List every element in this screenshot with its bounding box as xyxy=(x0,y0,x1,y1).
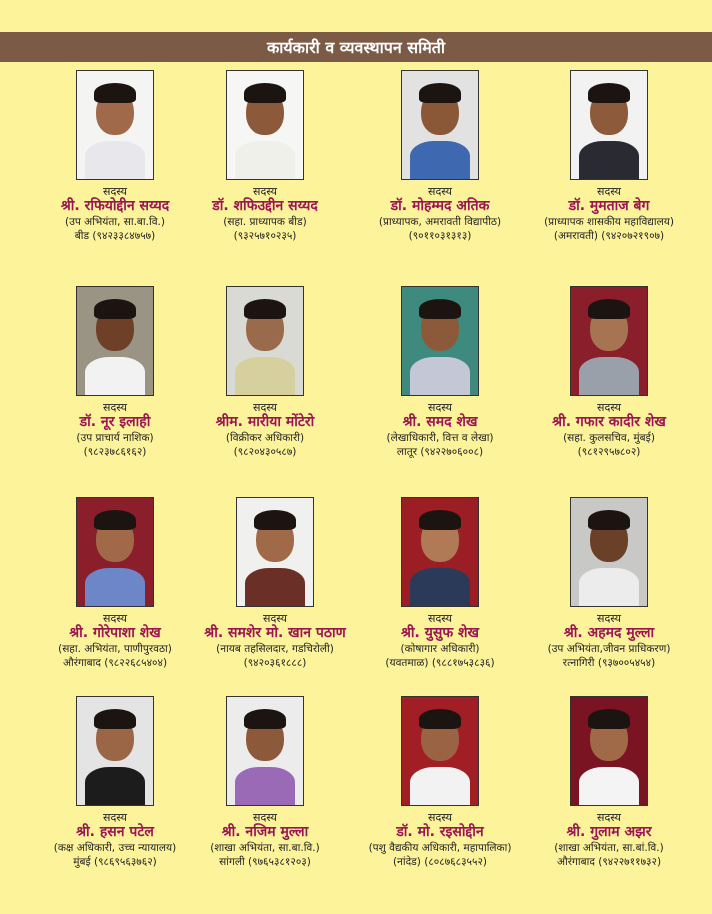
member-card xyxy=(520,696,698,869)
member-contact: सांगली (९७६५३८१२०३) xyxy=(219,856,311,868)
member-card xyxy=(176,696,354,869)
member-contact: लातूर (९४२२७०६००८) xyxy=(396,446,484,458)
member-role: सदस्य xyxy=(597,185,621,198)
member-designation: (सहा. अभियंता, पाणीपुरवठा) xyxy=(58,643,172,655)
photo-hair xyxy=(588,299,630,319)
member-designation: (कोषागार अधिकारी) xyxy=(400,643,480,655)
member-contact: (९८१२९५७८०२) xyxy=(577,446,641,458)
member-role: सदस्य xyxy=(428,401,452,414)
photo-hair xyxy=(419,510,461,530)
photo-body xyxy=(410,357,470,395)
member-photo xyxy=(226,696,304,806)
member-name: डॉ. मोहम्मद अतिक xyxy=(390,198,490,214)
photo-hair xyxy=(94,510,136,530)
member-contact: (नांदेड) (८०८७६८३५५२) xyxy=(392,856,488,868)
member-role: सदस्य xyxy=(428,185,452,198)
member-role: सदस्य xyxy=(428,612,452,625)
member-card xyxy=(520,497,698,670)
member-name: डॉ. शफिउद्दीन सय्यद xyxy=(212,198,318,214)
member-contact: (९४२०३६१८८८) xyxy=(243,657,307,669)
member-designation: (सहा. प्राध्यापक बीड) xyxy=(223,216,307,228)
member-role: सदस्य xyxy=(253,811,277,824)
photo-hair xyxy=(419,83,461,103)
photo-body xyxy=(579,357,639,395)
photo-body xyxy=(85,357,145,395)
photo-body xyxy=(579,141,639,179)
photo-body xyxy=(85,568,145,606)
member-photo xyxy=(226,286,304,396)
photo-hair xyxy=(588,83,630,103)
photo-hair xyxy=(588,510,630,530)
member-photo xyxy=(76,696,154,806)
member-role: सदस्य xyxy=(597,401,621,414)
member-role: सदस्य xyxy=(253,185,277,198)
photo-body xyxy=(235,767,295,805)
member-photo xyxy=(570,286,648,396)
member-designation: (लेखाधिकारी, वित्त व लेखा) xyxy=(386,432,494,444)
member-contact: (यवतमाळ) (९८८१७५३८३६) xyxy=(385,657,495,669)
member-photo xyxy=(401,70,479,180)
photo-body xyxy=(85,141,145,179)
member-contact: औरंगाबाद (९४२२७११७३२) xyxy=(556,856,662,868)
member-role: सदस्य xyxy=(428,811,452,824)
photo-hair xyxy=(588,709,630,729)
photo-hair xyxy=(94,83,136,103)
member-designation: (शाखा अभियंता, सा.बा.वि.) xyxy=(210,842,320,854)
member-designation: (पशु वैद्यकीय अधिकारी, महापालिका) xyxy=(368,842,512,854)
member-card xyxy=(520,286,698,459)
member-contact: (९०११०३१३१३) xyxy=(408,230,472,242)
member-contact: रत्नागिरी (९३७००५४५४) xyxy=(562,657,656,669)
member-card xyxy=(351,497,529,670)
member-photo xyxy=(401,696,479,806)
photo-body xyxy=(410,767,470,805)
member-designation: (विक्रीकर अधिकारी) xyxy=(225,432,305,444)
member-contact: (अमरावती) (९४२०७२१९०७) xyxy=(553,230,665,242)
member-designation: (सहा. कुलसचिव, मुंबई) xyxy=(563,432,655,444)
member-card xyxy=(351,70,529,243)
member-photo xyxy=(570,497,648,607)
member-name: श्री. गफार कादीर शेख xyxy=(552,414,666,430)
member-name: श्री. नजिम मुल्ला xyxy=(221,824,309,840)
member-contact: बीड (९४२३३८४७५७) xyxy=(74,230,156,242)
section-title: कार्यकारी व व्यवस्थापन समिती xyxy=(266,38,446,57)
member-role: सदस्य xyxy=(263,612,287,625)
member-role: सदस्य xyxy=(103,185,127,198)
member-contact: मुंबई (९८६९५६३७६२) xyxy=(73,856,157,868)
member-name: श्रीम. मारीया मोंटेरो xyxy=(215,414,315,430)
photo-body xyxy=(579,767,639,805)
photo-body xyxy=(85,767,145,805)
photo-hair xyxy=(244,709,286,729)
photo-body xyxy=(579,568,639,606)
member-designation: (प्राध्यापक, अमरावती विद्यापीठ) xyxy=(378,216,502,228)
photo-body xyxy=(235,357,295,395)
member-photo xyxy=(236,497,314,607)
member-role: सदस्य xyxy=(103,401,127,414)
member-designation: (उप अभियंता,जीवन प्राधिकरण) xyxy=(547,643,671,655)
member-photo xyxy=(401,497,479,607)
photo-hair xyxy=(419,709,461,729)
member-designation: (उप अभियंता, सा.बा.वि.) xyxy=(65,216,165,228)
member-name: श्री. युसुफ शेख xyxy=(401,625,479,641)
photo-hair xyxy=(254,510,296,530)
photo-hair xyxy=(244,83,286,103)
member-photo xyxy=(570,70,648,180)
member-contact: (९३२५७१०२३५) xyxy=(233,230,297,242)
member-card xyxy=(351,286,529,459)
photo-body xyxy=(410,568,470,606)
photo-body xyxy=(245,568,305,606)
member-designation: (नायब तहसिलदार, गडचिरोली) xyxy=(216,643,334,655)
member-designation: (उप प्राचार्य नाशिक) xyxy=(76,432,154,444)
member-name: श्री. समद शेख xyxy=(402,414,478,430)
member-card xyxy=(176,70,354,243)
member-role: सदस्य xyxy=(597,811,621,824)
member-card xyxy=(26,497,204,670)
member-card xyxy=(176,286,354,459)
member-photo xyxy=(76,70,154,180)
member-card xyxy=(186,497,364,670)
member-designation: (प्राध्यापक शासकीय महाविद्यालय) xyxy=(544,216,674,228)
photo-body xyxy=(235,141,295,179)
member-role: सदस्य xyxy=(597,612,621,625)
member-contact: (९८२०४३०५८७) xyxy=(233,446,297,458)
photo-hair xyxy=(94,299,136,319)
member-designation: (कक्ष अधिकारी, उच्च न्यायालय) xyxy=(53,842,177,854)
member-card xyxy=(351,696,529,869)
member-name: श्री. गुलाम अझर xyxy=(566,824,652,840)
photo-hair xyxy=(419,299,461,319)
member-name: डॉ. नूर इलाही xyxy=(79,414,151,430)
member-contact: औरंगाबाद (९८२२६८५४०४) xyxy=(62,657,168,669)
member-name: डॉ. मो. रइसोद्दीन xyxy=(396,824,484,840)
member-designation: (शाखा अभियंता, सा.बां.वि.) xyxy=(554,842,664,854)
member-photo xyxy=(401,286,479,396)
member-role: सदस्य xyxy=(103,811,127,824)
member-name: श्री. अहमद मुल्ला xyxy=(563,625,655,641)
member-role: सदस्य xyxy=(103,612,127,625)
photo-body xyxy=(410,141,470,179)
member-card xyxy=(520,70,698,243)
member-name: श्री. गोरेपाशा शेख xyxy=(69,625,161,641)
member-name: श्री. समशेर मो. खान पठाण xyxy=(204,625,346,641)
member-role: सदस्य xyxy=(253,401,277,414)
photo-hair xyxy=(244,299,286,319)
photo-hair xyxy=(94,709,136,729)
member-photo xyxy=(570,696,648,806)
member-photo xyxy=(76,497,154,607)
member-photo xyxy=(76,286,154,396)
member-name: श्री. रफियोद्दीन सय्यद xyxy=(60,198,170,214)
member-name: श्री. हसन पटेल xyxy=(76,824,154,840)
member-photo xyxy=(226,70,304,180)
member-contact: (९८२३७८६१६२) xyxy=(83,446,147,458)
member-name: डॉ. मुमताज बेग xyxy=(568,198,650,214)
